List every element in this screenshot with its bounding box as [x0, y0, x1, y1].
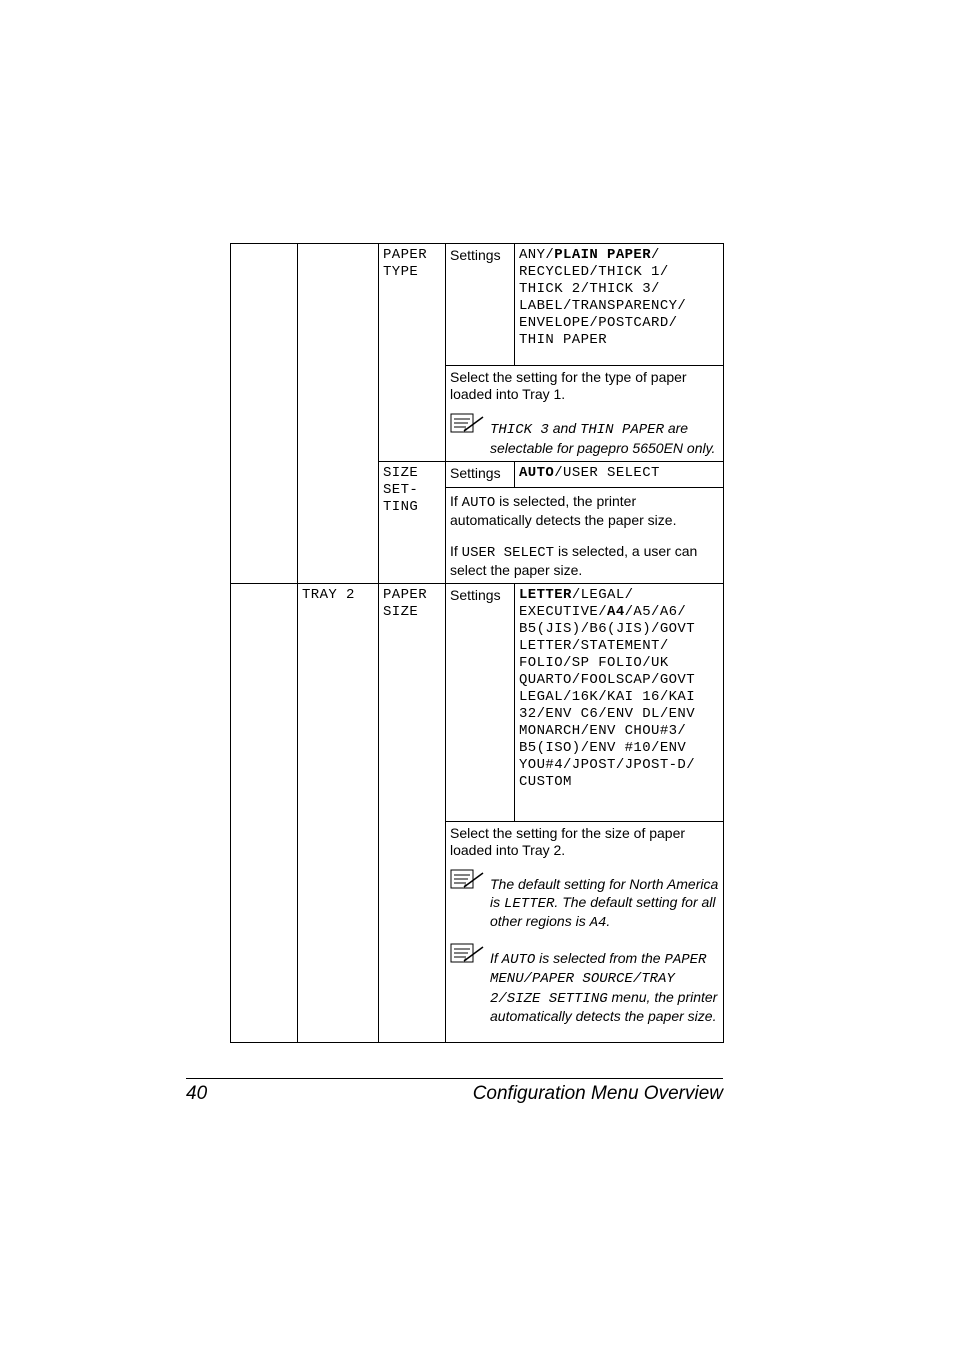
value-default: AUTO	[519, 465, 555, 481]
value-part: /LEGAL/ EXECUTIVE/	[519, 587, 634, 620]
paper-type-description: Select the setting for the type of paper loaded into Tray 1.	[450, 369, 687, 402]
note-text	[490, 869, 719, 933]
blank-column-1	[231, 584, 298, 1043]
code: THIN PAPER	[579, 422, 664, 438]
note-text	[490, 943, 719, 1026]
note-text	[490, 413, 723, 457]
value-part: / RECYCLED/THICK 1/ THICK 2/THICK 3/ LABEL/TRANSPARENCY/ ENVELOPE/POSTCARD/ THIN PAPER	[519, 247, 687, 348]
text: If	[490, 949, 502, 966]
paper-size-settings-value	[515, 584, 724, 822]
paper-size-label: PAPER SIZE	[379, 584, 446, 1043]
paper-type-settings-label: Settings	[446, 244, 515, 366]
text: is selected, the printer automatically detects the paper size.	[450, 493, 677, 528]
tray2-label: TRAY 2	[298, 584, 379, 1043]
paper-size-description-cell	[446, 822, 724, 1043]
text: If	[450, 543, 462, 559]
code: A4	[589, 915, 607, 931]
footer-rule	[186, 1078, 723, 1079]
text: .	[606, 913, 611, 929]
value-part: ANY/	[519, 247, 555, 263]
code: AUTO	[461, 495, 496, 511]
paper-type-settings-value	[515, 244, 724, 366]
code: LETTER	[504, 895, 555, 912]
text: are selectable for pagepro 5650EN only.	[490, 420, 716, 456]
text: menu, the printer automatically detects the paper size.	[490, 988, 718, 1024]
note	[450, 413, 723, 457]
code: PAPER MENU/PAPER SOURCE/TRAY 2/SIZE SETTING	[490, 951, 707, 1007]
blank-column-1	[231, 244, 298, 584]
value-default: LETTER	[519, 587, 572, 603]
text: and	[548, 420, 580, 436]
page-title: Configuration Menu Overview	[472, 1083, 723, 1104]
text: If	[450, 493, 462, 509]
note-pencil-icon	[450, 943, 490, 965]
size-setting-desc-user	[450, 543, 719, 579]
paper-type-label: PAPER TYPE	[379, 244, 446, 462]
code: THICK 3	[490, 422, 549, 438]
value-default: A4	[607, 604, 625, 620]
blank-column-2	[298, 244, 379, 584]
note-pencil-icon	[450, 869, 490, 891]
size-setting-description-cell	[446, 488, 724, 584]
code: AUTO	[501, 951, 536, 968]
code: USER SELECT	[461, 545, 555, 561]
note	[450, 943, 719, 1026]
size-setting-label: SIZE SET- TING	[379, 462, 446, 584]
text: The default setting for North America is	[490, 876, 719, 910]
note-pencil-icon	[450, 413, 490, 435]
size-setting-desc-auto	[450, 493, 719, 529]
note	[450, 869, 719, 933]
paper-size-settings-label: Settings	[446, 584, 515, 822]
text: . The default setting for all other regions is	[490, 893, 716, 929]
value-part: /A5/A6/ B5(JIS)/B6(JIS)/GOVT LETTER/STATEMENT/ FOLIO/SP FOLIO/UK QUARTO/FOOLSCAP/GOVT LEGAL/16K/KAI 16/KAI 32/ENV C6/ENV DL/ENV MONARCH/ENV CHOU#3/ B5(ISO)/ENV #10/ENV YOU#4/JPOST/JPOST-D/ CUSTOM	[519, 604, 696, 790]
menu-table	[230, 243, 724, 1043]
size-setting-settings-value	[515, 462, 724, 488]
paper-type-description-cell	[446, 366, 724, 462]
size-setting-settings-label: Settings	[446, 462, 515, 488]
text: is selected from the	[535, 949, 665, 966]
value-part: /USER SELECT	[554, 465, 660, 481]
value-default: PLAIN PAPER	[554, 247, 652, 263]
paper-size-description: Select the setting for the size of paper loaded into Tray 2.	[450, 825, 686, 858]
page-number: 40	[186, 1083, 208, 1104]
text: is selected, a user can select the paper size.	[450, 543, 698, 578]
